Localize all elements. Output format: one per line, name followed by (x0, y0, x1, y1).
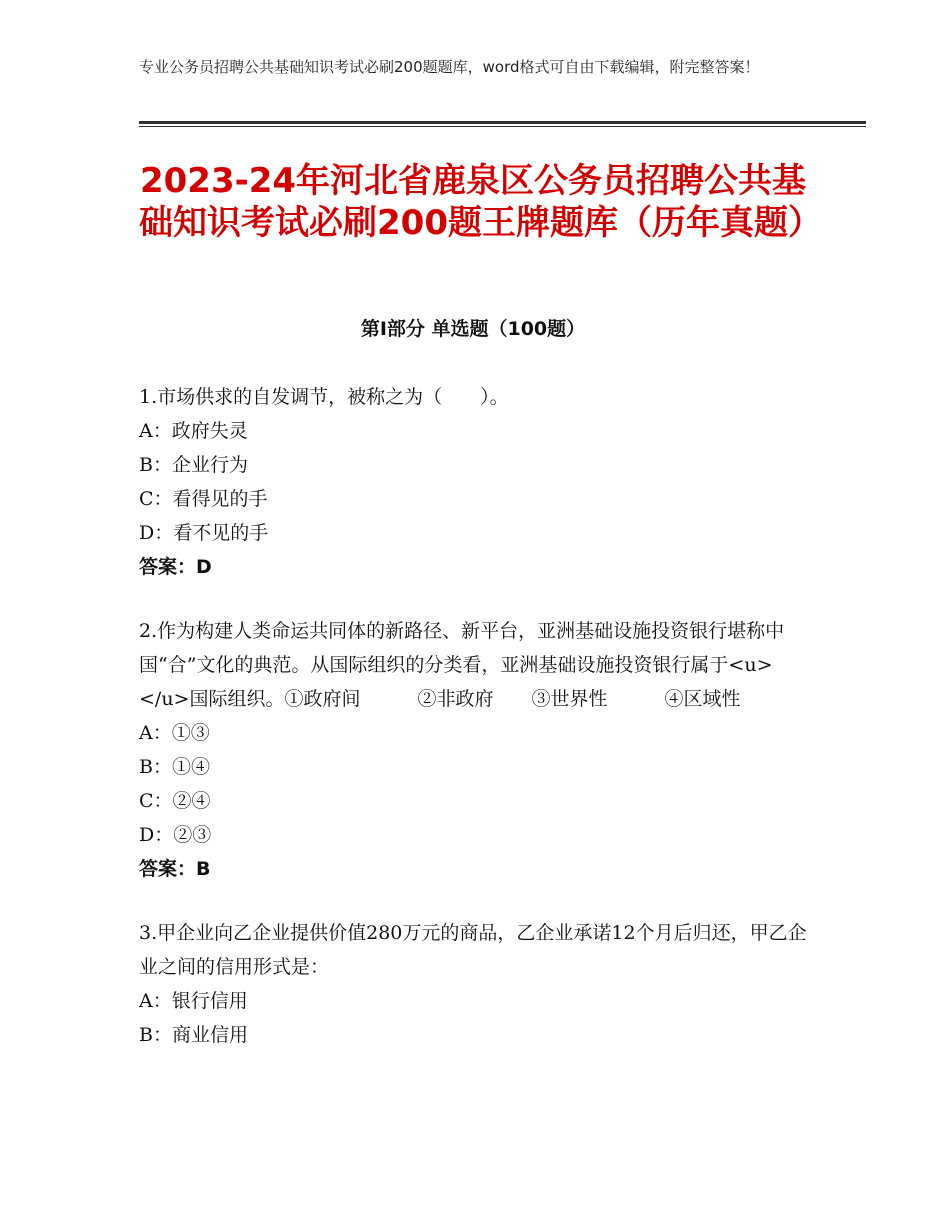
question-stem: 1.市场供求的自发调节，被称之为（ ）。 (139, 386, 509, 408)
option-a: A：①③ (139, 722, 210, 744)
option-c: C：看得见的手 (139, 488, 268, 510)
question-list (139, 380, 868, 1082)
question-3 (139, 916, 807, 1052)
option-b: B：①④ (139, 756, 210, 778)
header-rule-thin (139, 126, 866, 127)
option-b: B：企业行为 (139, 454, 248, 476)
question-stem: 3.甲企业向乙企业提供价值280万元的商品，乙企业承诺12个月后归还，甲乙企业之间的信用形式是： (139, 922, 807, 978)
document-title: 2023-24年河北省鹿泉区公务员招聘公共基础知识考试必刷200题王牌题库（历年真题） (139, 161, 822, 243)
option-d: D：看不见的手 (139, 522, 269, 544)
question-answer: 答案：B (139, 858, 211, 880)
header-rule-thick (139, 121, 866, 124)
question-stem: 2.作为构建人类命运共同体的新路径、新平台，亚洲基础设施投资银行堪称中国“合”文化的典范。从国际组织的分类看，亚洲基础设施投资银行属于<u> </u>国际组织。①政府间 ②非政府 ③世界性 ④区域性 (139, 620, 868, 710)
option-d: D：②③ (139, 824, 212, 846)
option-a: A：政府失灵 (139, 420, 248, 442)
option-b: B：商业信用 (139, 1024, 248, 1046)
question-2 (139, 614, 868, 886)
question-answer: 答案：D (139, 556, 212, 578)
question-1 (139, 380, 807, 584)
header-note: 专业公务员招聘公共基础知识考试必刷200题题库，word格式可自由下载编辑，附完整答案！ (139, 58, 760, 76)
option-c: C：②④ (139, 790, 211, 812)
option-a: A：银行信用 (139, 990, 248, 1012)
section-title: 第Ⅰ部分 单选题（100题） (360, 318, 586, 340)
